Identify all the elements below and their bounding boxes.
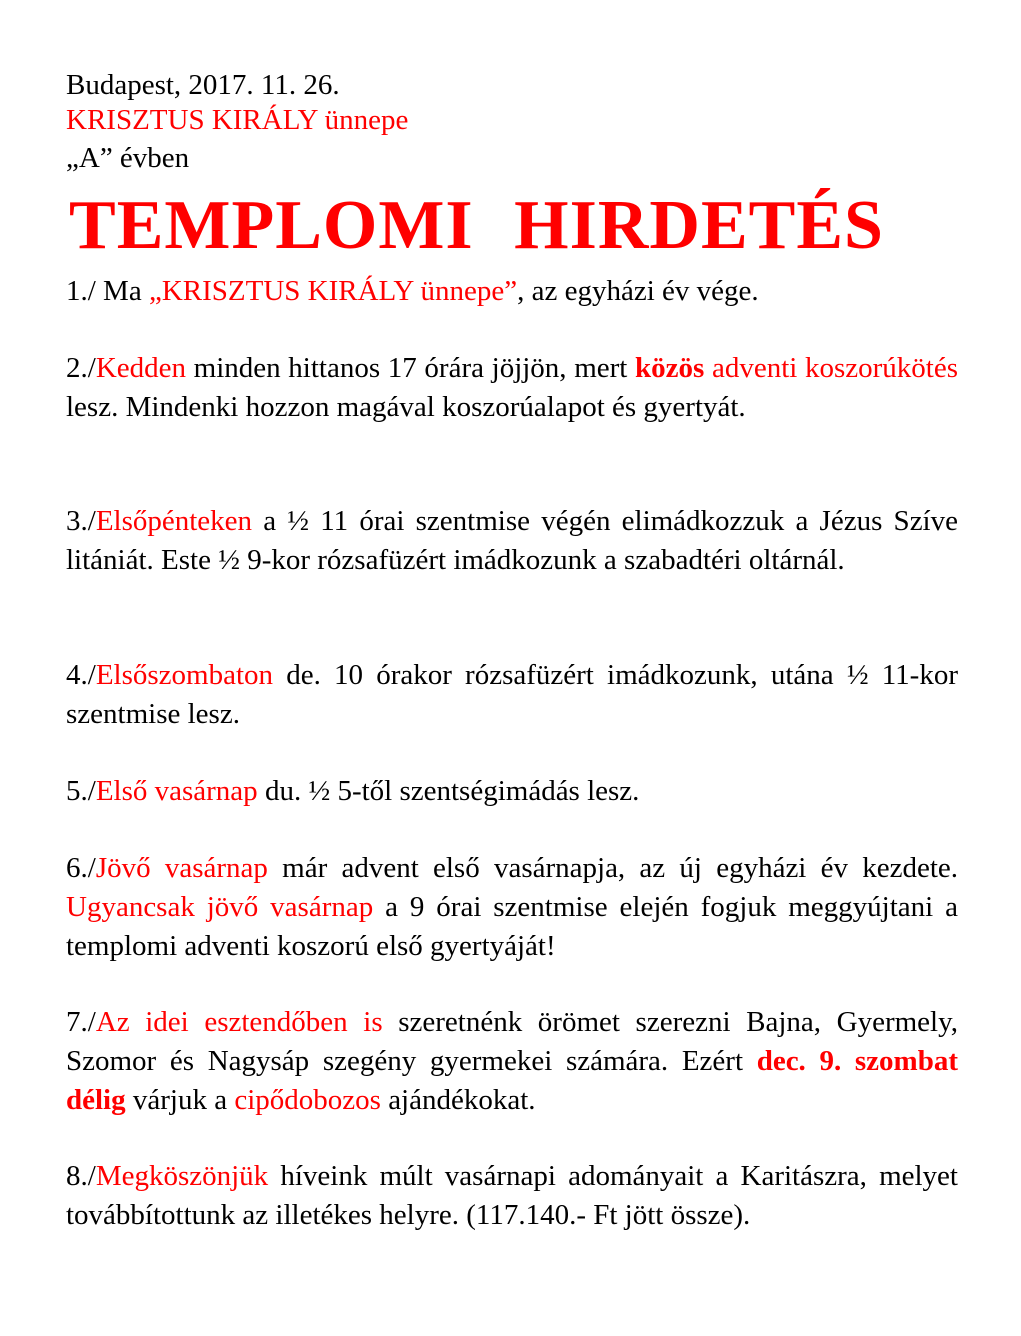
highlight-text: Kedden [95, 352, 186, 384]
announcement-item-2 [66, 349, 958, 427]
bold-highlight-text: dec. 9. szombat délig [66, 1045, 958, 1116]
highlight-text: Elsőpénteken [95, 505, 253, 537]
announcement-item-1 [66, 272, 958, 311]
highlight-text: Megköszönjük [95, 1160, 269, 1192]
highlight-text: cipődobozos [234, 1084, 381, 1116]
item-text: híveink múlt vasárnapi adományait a Karitászra, melyet továbbítottunk az illetékes helyre. (117.140.- Ft jött össze). [66, 1160, 958, 1231]
feast-line [66, 104, 408, 136]
item-number: 6./ [66, 852, 96, 884]
announcement-item-3 [66, 502, 958, 580]
item-text: várjuk a [125, 1084, 235, 1116]
announcement-item-8 [66, 1157, 958, 1235]
announcement-item-4 [66, 656, 958, 734]
highlight-text: Az idei esztendőben is [95, 1006, 383, 1038]
item-text: a 9 órai szentmise elején fogjuk meggyújtani a templomi adventi koszorú első gyertyáját! [66, 891, 958, 962]
item-number: 8./ [66, 1160, 96, 1192]
highlight-text: adventi koszorúkötés [704, 352, 959, 384]
item-number: 7./ [66, 1006, 96, 1038]
item-number: 1./ Ma [66, 275, 149, 307]
item-text: lesz. Mindenki hozzon magával koszorúalapot és gyertyát. [66, 391, 746, 423]
bold-highlight-text: közös [635, 352, 705, 384]
feast-name: KRISZTUS KIRÁLY [66, 104, 318, 136]
highlight-text: Jövő vasárnap [95, 852, 268, 884]
announcement-item-5 [66, 772, 958, 811]
item-text: , az egyházi év vége. [517, 275, 759, 307]
item-text: de. 10 órakor rózsafüzért imádkozunk, utána ½ 11-kor szentmise lesz. [66, 659, 958, 730]
year-cycle: „A” évben [66, 142, 190, 174]
item-text: a ½ 11 órai szentmise végén elimádkozzuk a Jézus Szíve litániát. Este ½ 9-kor rózsafüzért imádkozunk a szabadtéri oltárnál. [66, 505, 958, 576]
item-text: minden hittanos 17 órára jöjjön, mert [186, 352, 636, 384]
item-text: szeretnénk örömet szerezni Bajna, Gyermely, Szomor és Nagysáp szegény gyermekei számára. Ezért [66, 1006, 958, 1077]
place-date: Budapest, 2017. 11. 26. [66, 69, 340, 101]
announcement-item-6 [66, 849, 958, 966]
highlight-text: Elsőszombaton [95, 659, 274, 691]
page-title: TEMPLOMI HIRDETÉS [69, 187, 884, 264]
highlight-text: Ugyancsak jövő vasárnap [66, 891, 374, 923]
item-number: 4./ [66, 659, 96, 691]
highlight-text: Első vasárnap [95, 775, 258, 807]
item-number: 3./ [66, 505, 96, 537]
highlight-text: „KRISZTUS KIRÁLY ünnepe” [148, 275, 518, 307]
item-text: már advent első vasárnapja, az új egyházi év kezdete. [267, 852, 959, 884]
item-number: 2./ [66, 352, 96, 384]
item-number: 5./ [66, 775, 96, 807]
announcement-item-7 [66, 1003, 958, 1120]
feast-suffix: ünnepe [317, 104, 409, 136]
item-text: du. ½ 5-től szentségimádás lesz. [257, 775, 640, 807]
item-text: ajándékokat. [380, 1084, 536, 1116]
